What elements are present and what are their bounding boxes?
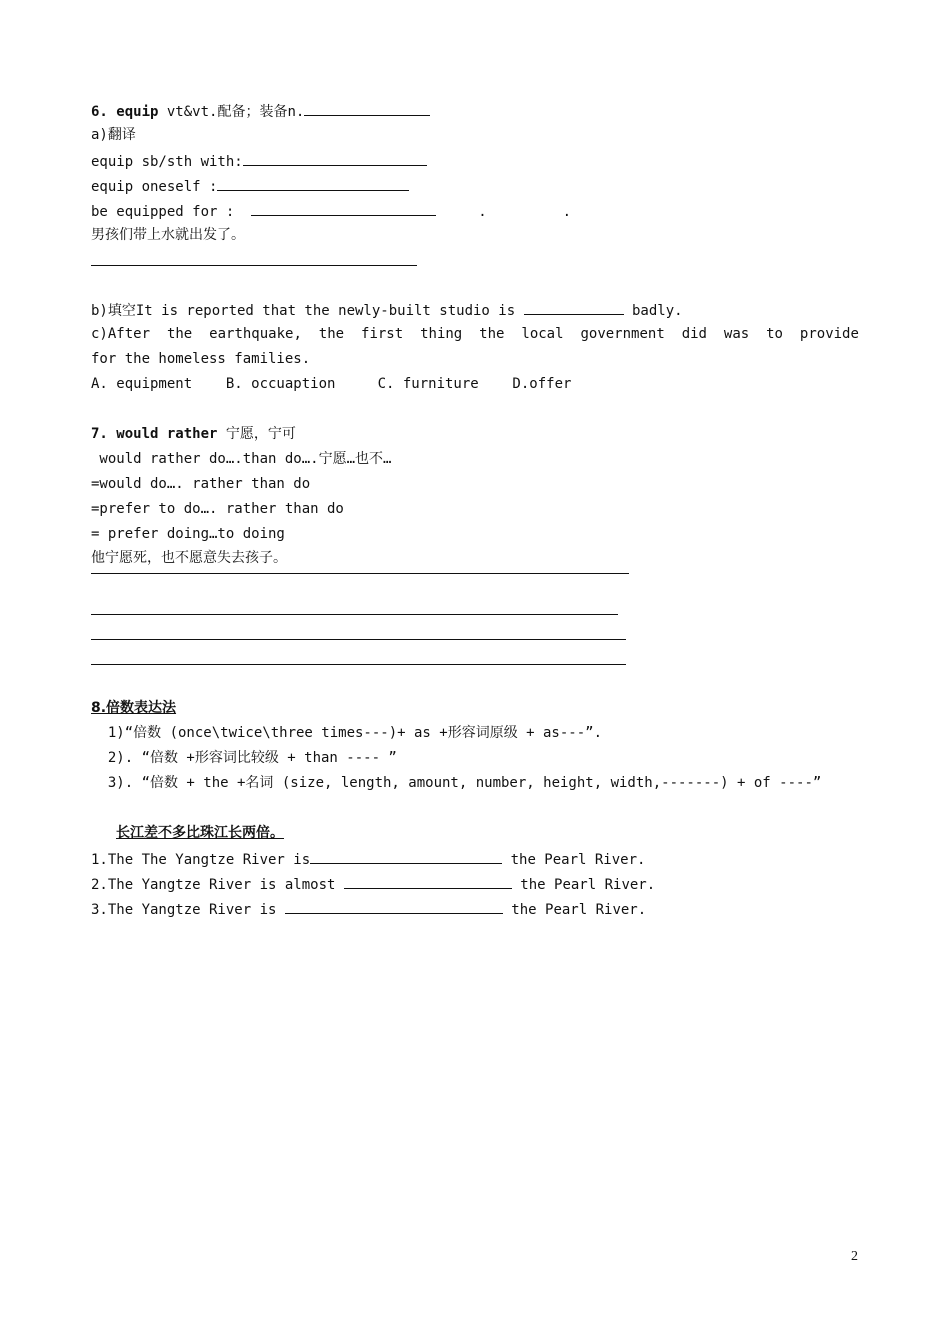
choice-word: the: [318, 326, 345, 342]
choice-word: government: [580, 326, 665, 342]
section6-number: 6.: [91, 104, 117, 120]
equipped-for-text: be equipped for :: [91, 204, 252, 220]
section6-chinese-sentence: 男孩们带上水就出发了。: [91, 227, 245, 243]
equip-with-text: equip sb/sth with:: [91, 154, 243, 170]
example-1-suffix: the Pearl River.: [502, 852, 646, 868]
equipped-for-blank[interactable]: [251, 201, 436, 216]
rule-line: 2). “倍数 +形容词比较级 + than ---- ”: [91, 750, 397, 766]
example-3-text: 3.The Yangtze River is: [91, 902, 285, 918]
section6-translate-label: a)翻译: [91, 127, 136, 143]
usage-line: =would do…. rather than do: [91, 476, 311, 492]
rule-line: 1)“倍数 (once\twice\three times---)+ as +形容词原级 + as---”.: [91, 725, 603, 741]
section7-heading: [91, 425, 296, 443]
example-2-suffix: the Pearl River.: [511, 877, 656, 893]
section6-definition: vt&vt.配备；装备n.: [158, 104, 305, 120]
fill-in-blank[interactable]: [524, 300, 624, 315]
example-1-text: 1.The The Yangtze River is: [91, 852, 311, 868]
choice-word: did: [681, 326, 707, 342]
answer-line[interactable]: [91, 573, 629, 574]
answer-line[interactable]: [91, 664, 626, 665]
example-line-1: [91, 849, 645, 869]
section6-keyword: equip: [116, 104, 159, 120]
example-1-blank[interactable]: [310, 849, 502, 864]
example-2-blank[interactable]: [344, 874, 512, 889]
choice-question-line2: for the homeless families.: [91, 351, 311, 367]
usage-line: = prefer doing…to doing: [91, 526, 285, 542]
translation-answer-line[interactable]: [91, 265, 417, 266]
equipped-for-dots: . .: [436, 204, 572, 220]
choice-word: provide: [799, 326, 859, 342]
choice-word: thing: [420, 326, 463, 342]
usage-line: =prefer to do…. rather than do: [91, 501, 344, 517]
usage-line: would rather do….than do….宁愿…也不…: [91, 451, 392, 467]
example-3-suffix: the Pearl River.: [502, 902, 647, 918]
section8-heading: 8.倍数表达法: [91, 700, 177, 716]
choice-word: local: [521, 326, 564, 342]
equip-oneself-blank[interactable]: [217, 176, 409, 191]
section6-heading: [91, 101, 430, 121]
example-2-text: 2.The Yangtze River is almost: [91, 877, 344, 893]
section7-keyword: would rather: [116, 426, 218, 442]
noun-blank[interactable]: [304, 101, 430, 116]
choice-word: to: [766, 326, 783, 342]
section7-chinese-sentence: 他宁愿死，也不愿意失去孩子。: [91, 550, 287, 566]
equip-oneself-line: [91, 176, 409, 196]
choice-word: was: [723, 326, 750, 342]
equip-with-line: [91, 151, 427, 171]
fill-in-line: [91, 300, 683, 320]
fill-in-suffix: badly.: [623, 303, 683, 319]
choice-word: c)After: [91, 326, 151, 342]
choice-word: the: [479, 326, 505, 342]
equip-with-blank[interactable]: [243, 151, 427, 166]
example-3-blank[interactable]: [285, 899, 503, 914]
choice-word: first: [361, 326, 404, 342]
answer-line[interactable]: [91, 639, 626, 640]
equipped-for-line: [91, 201, 571, 221]
example-line-2: [91, 874, 655, 894]
example-heading: 长江差不多比珠江长两倍。: [116, 825, 284, 841]
answer-line[interactable]: [91, 614, 618, 615]
equip-oneself-text: equip oneself :: [91, 179, 218, 195]
choice-word: earthquake,: [209, 326, 302, 342]
choice-options: A. equipment B. occuaption C. furniture D.offer: [91, 376, 572, 392]
section7-number: 7.: [91, 426, 117, 442]
choice-word: the: [166, 326, 193, 342]
example-line-3: [91, 899, 646, 919]
page-number: 2: [851, 1249, 858, 1264]
choice-question-line: [91, 325, 859, 343]
section7-definition: 宁愿，宁可: [217, 426, 296, 442]
rule-line: 3). “倍数 + the +名词 (size, length, amount, number, height, width,-------) + of ----”: [91, 775, 822, 791]
fill-in-text: b)填空It is reported that the newly-built studio is: [91, 303, 524, 319]
